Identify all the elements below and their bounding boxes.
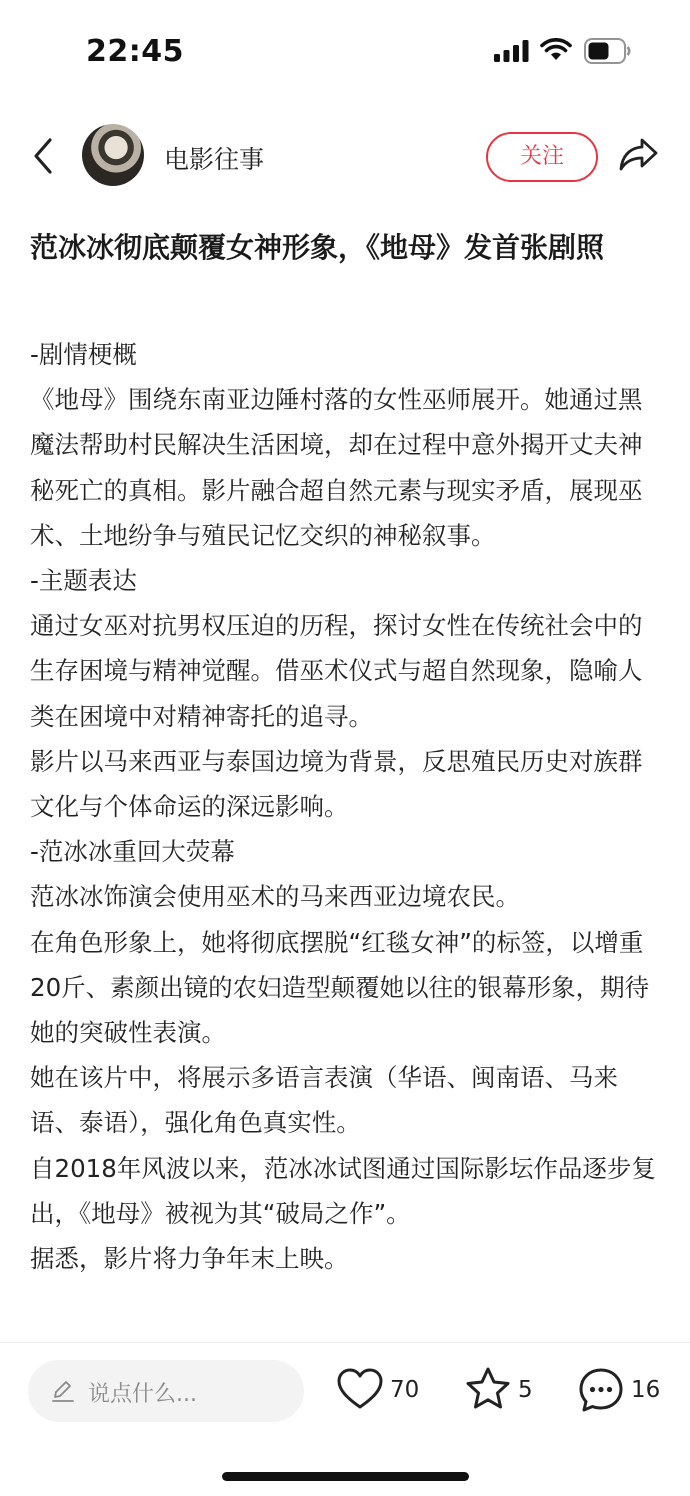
status-bar [0,0,690,100]
wifi-icon [540,38,572,62]
paragraph: 自2018年风波以来，范冰冰试图通过国际影坛作品逐步复出，《地母》被视为其“破局之作”。 [30,1153,656,1228]
star-icon [464,1366,512,1412]
comment-placeholder: 说点什么... [88,1382,197,1407]
like-count: 70 [390,1377,420,1403]
star-count: 5 [518,1377,533,1403]
author-name[interactable]: 电影往事 [164,145,265,174]
back-icon[interactable] [28,134,60,178]
status-time: 22:45 [86,34,184,69]
section-heading: -主题表达 [30,566,137,596]
comment-count: 16 [631,1377,661,1403]
paragraph: 通过女巫对抗男权压迫的历程，探讨女性在传统社会中的生存困境与精神觉醒。借巫术仪式与超自然现象，隐喻人类在困境中对精神寄托的追寻。 [30,611,643,731]
paragraph: 范冰冰饰演会使用巫术的马来西亚边境农民。 [30,882,520,912]
paragraph: 她在该片中，将展示多语言表演（华语、闽南语、马来语、泰语），强化角色真实性。 [30,1063,618,1138]
follow-button[interactable]: 关注 [486,132,598,182]
paragraph: 在角色形象上，她将彻底摆脱“红毯女神”的标签，以增重20斤、素颜出镜的农妇造型颠覆她以往的银幕形象，期待她的突破性表演。 [30,927,650,1048]
comment-button[interactable] [577,1366,667,1416]
article-header [0,120,690,192]
home-indicator[interactable] [222,1472,469,1481]
bottom-divider [0,1342,690,1343]
article-body [30,332,664,1281]
share-icon[interactable] [618,134,660,174]
heart-icon [336,1366,384,1412]
author-avatar[interactable] [82,124,144,186]
section-heading: -剧情梗概 [30,340,137,369]
comment-icon [577,1366,625,1414]
article-title: 范冰冰彻底颠覆女神形象，《地母》发首张剧照 [30,231,605,264]
pencil-icon [50,1378,76,1404]
paragraph: 影片以马来西亚与泰国边境为背景，反思殖民历史对族群文化与个体命运的深远影响。 [30,746,643,822]
signal-icon [494,40,530,62]
battery-icon [584,38,632,64]
like-button[interactable] [336,1366,426,1416]
paragraph: 据悉，影片将力争年末上映。 [30,1244,349,1274]
comment-input[interactable] [28,1360,304,1422]
paragraph: 《地母》围绕东南亚边陲村落的女性巫师展开。她通过黑魔法帮助村民解决生活困境，却在过程中意外揭开丈夫神秘死亡的真相。影片融合超自然元素与现实矛盾，展现巫术、土地纷争与殖民记忆交织的神秘叙事。 [30,385,643,550]
section-heading: -范冰冰重回大荧幕 [30,837,235,867]
favorite-button[interactable] [464,1366,544,1416]
